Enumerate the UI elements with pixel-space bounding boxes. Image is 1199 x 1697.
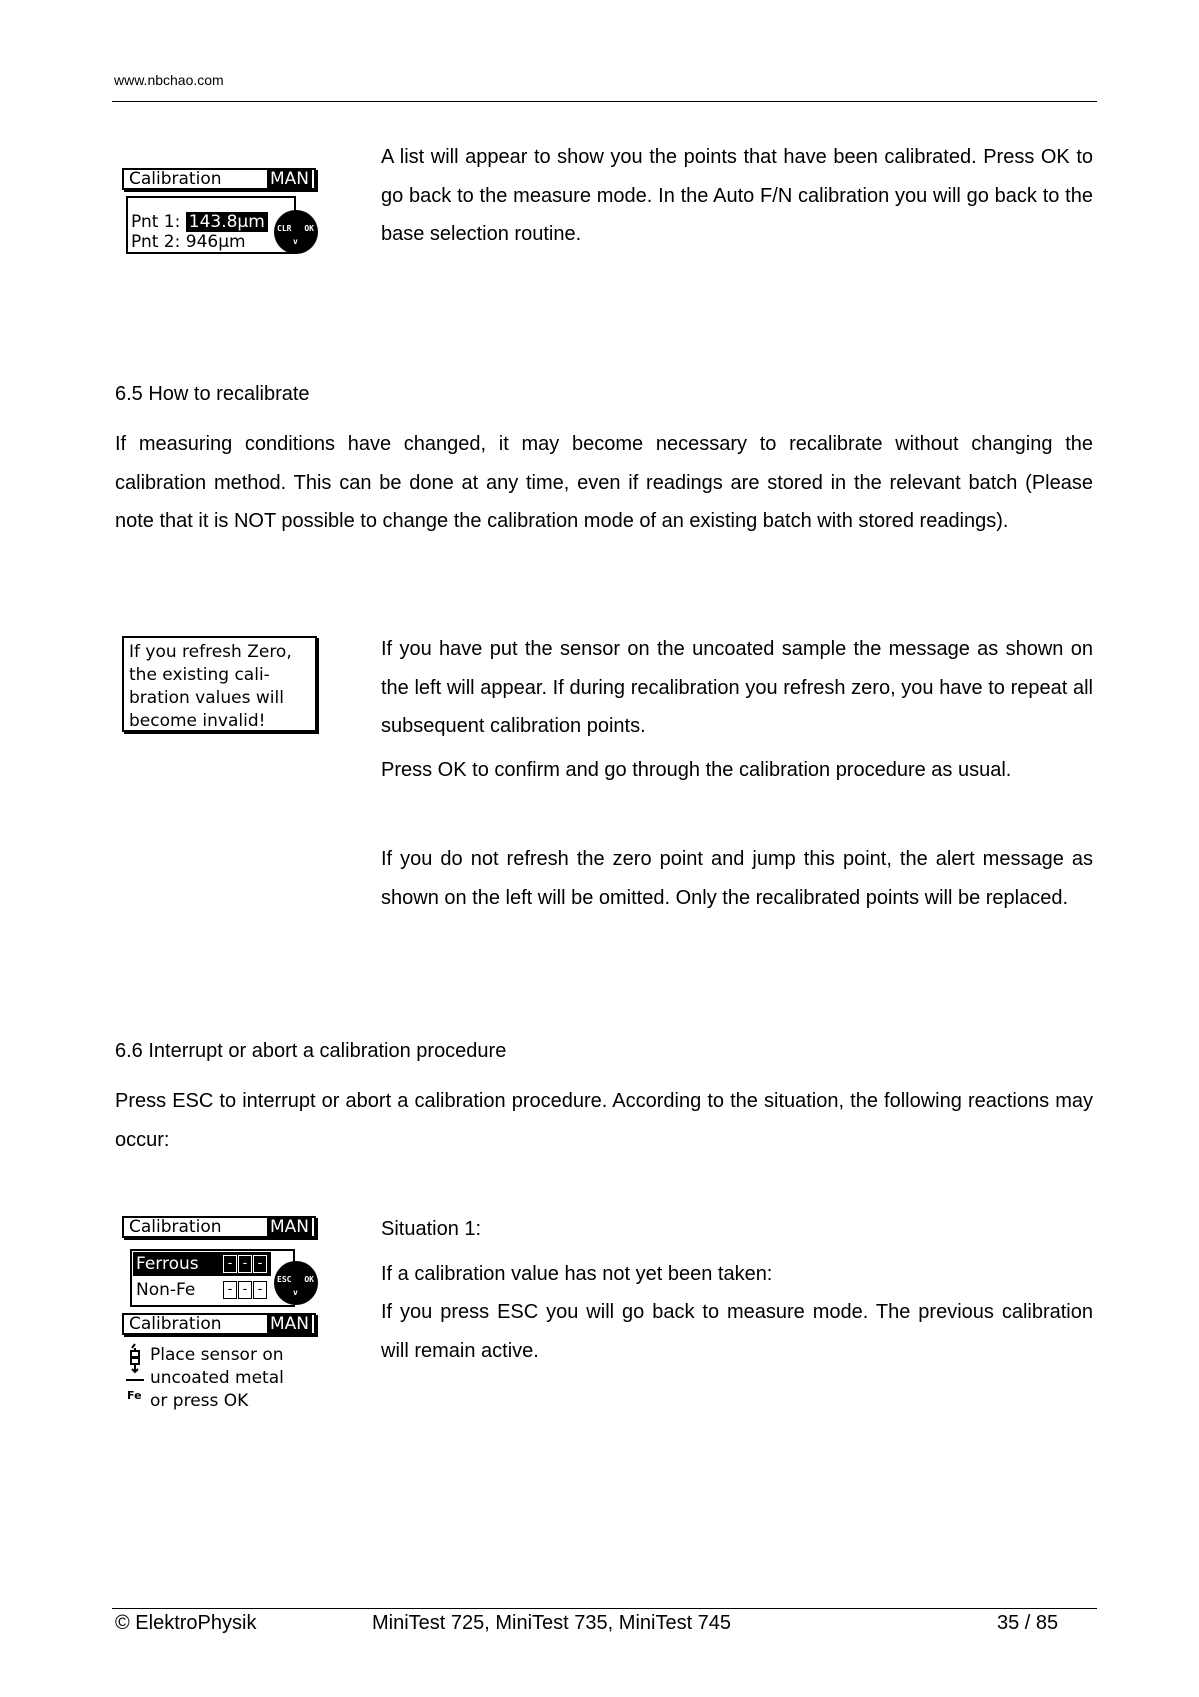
warning-line: bration values will <box>129 688 284 708</box>
situation1-line1: If a calibration value has not yet been taken: <box>381 1263 773 1285</box>
header-rule <box>112 101 1097 102</box>
pnt2-label: Pnt 2: <box>131 232 181 252</box>
para-6-5: If measuring conditions have changed, it may become necessary to recalibrate without changing the calibration method. This can be done at any time, even if readings are stored in the relevant batch (Please note that it is NOT possible to change the calibration mode of an existing batch with stored readings). <box>115 433 1093 532</box>
para-list: A list will appear to show you the points that have been calibrated. Press OK to go back to the measure mode. In the Auto F/N calibration you will go back to the base selection routine. <box>381 146 1093 245</box>
pnt2-value: 946µm <box>185 232 246 252</box>
message-line: or press OK <box>150 1391 249 1411</box>
knob-icon: ESC OK v <box>274 1261 318 1305</box>
sensor-icon: Fe <box>124 1342 146 1402</box>
situation1-line2: If you press ESC you will go back to measure mode. The previous calibration will remain active. <box>381 1301 1093 1362</box>
message-line: uncoated metal <box>150 1368 284 1388</box>
situation1-title: Situation 1: <box>381 1218 482 1240</box>
ferrous-option: Ferrous <box>136 1253 199 1274</box>
knob-icon: CLR OK v <box>274 210 318 254</box>
footer-page: 35 / 85 <box>997 1612 1059 1634</box>
heading-6-6: 6.6 Interrupt or abort a calibration procedure <box>115 1040 507 1062</box>
pnt1-value: 143.8µm <box>186 212 268 232</box>
lcd-base-box: Ferrous - - - Non-Fe - - - <box>130 1249 295 1307</box>
footer-rule <box>112 1608 1097 1609</box>
pnt1-label: Pnt 1: <box>131 212 181 232</box>
lcd-calibration-points <box>122 168 322 278</box>
warning-line: the existing cali- <box>129 665 270 685</box>
lcd-points-box <box>126 196 296 254</box>
para-omit: If you do not refresh the zero point and jump this point, the alert message as shown on the left will be omitted. Only the recalibrated points will be replaced. <box>381 848 1093 909</box>
para-confirm: Press OK to confirm and go through the calibration procedure as usual. <box>381 759 1012 781</box>
nonfe-option: Non-Fe <box>136 1279 196 1300</box>
warning-line: become invalid! <box>129 711 266 731</box>
footer-center: MiniTest 725, MiniTest 735, MiniTest 745 <box>372 1612 732 1634</box>
para-6-6: Press ESC to interrupt or abort a calibration procedure. According to the situation, the following reactions may occur: <box>115 1090 1093 1151</box>
warning-line: If you refresh Zero, <box>129 642 292 662</box>
lcd-title: Calibration <box>129 1216 222 1237</box>
header-site: www.nbchao.com <box>114 72 224 88</box>
lcd-title: Calibration <box>129 168 222 189</box>
heading-6-5: 6.5 How to recalibrate <box>115 383 310 405</box>
message-line: Place sensor on <box>150 1345 284 1365</box>
lcd-ferrous-selection <box>122 1216 322 1416</box>
lcd-mode: MAN <box>267 1314 312 1335</box>
footer-left: © ElektroPhysik <box>115 1612 257 1634</box>
para-refresh: If you have put the sensor on the uncoated sample the message as shown on the left will appear. If during recalibration you refresh zero, you have to repeat all subsequent calibration points. <box>381 638 1093 737</box>
lcd-mode: MAN <box>267 169 312 190</box>
lcd-title: Calibration <box>129 1313 222 1334</box>
lcd-refresh-zero-warning <box>122 636 317 732</box>
lcd-mode: MAN <box>267 1217 312 1238</box>
